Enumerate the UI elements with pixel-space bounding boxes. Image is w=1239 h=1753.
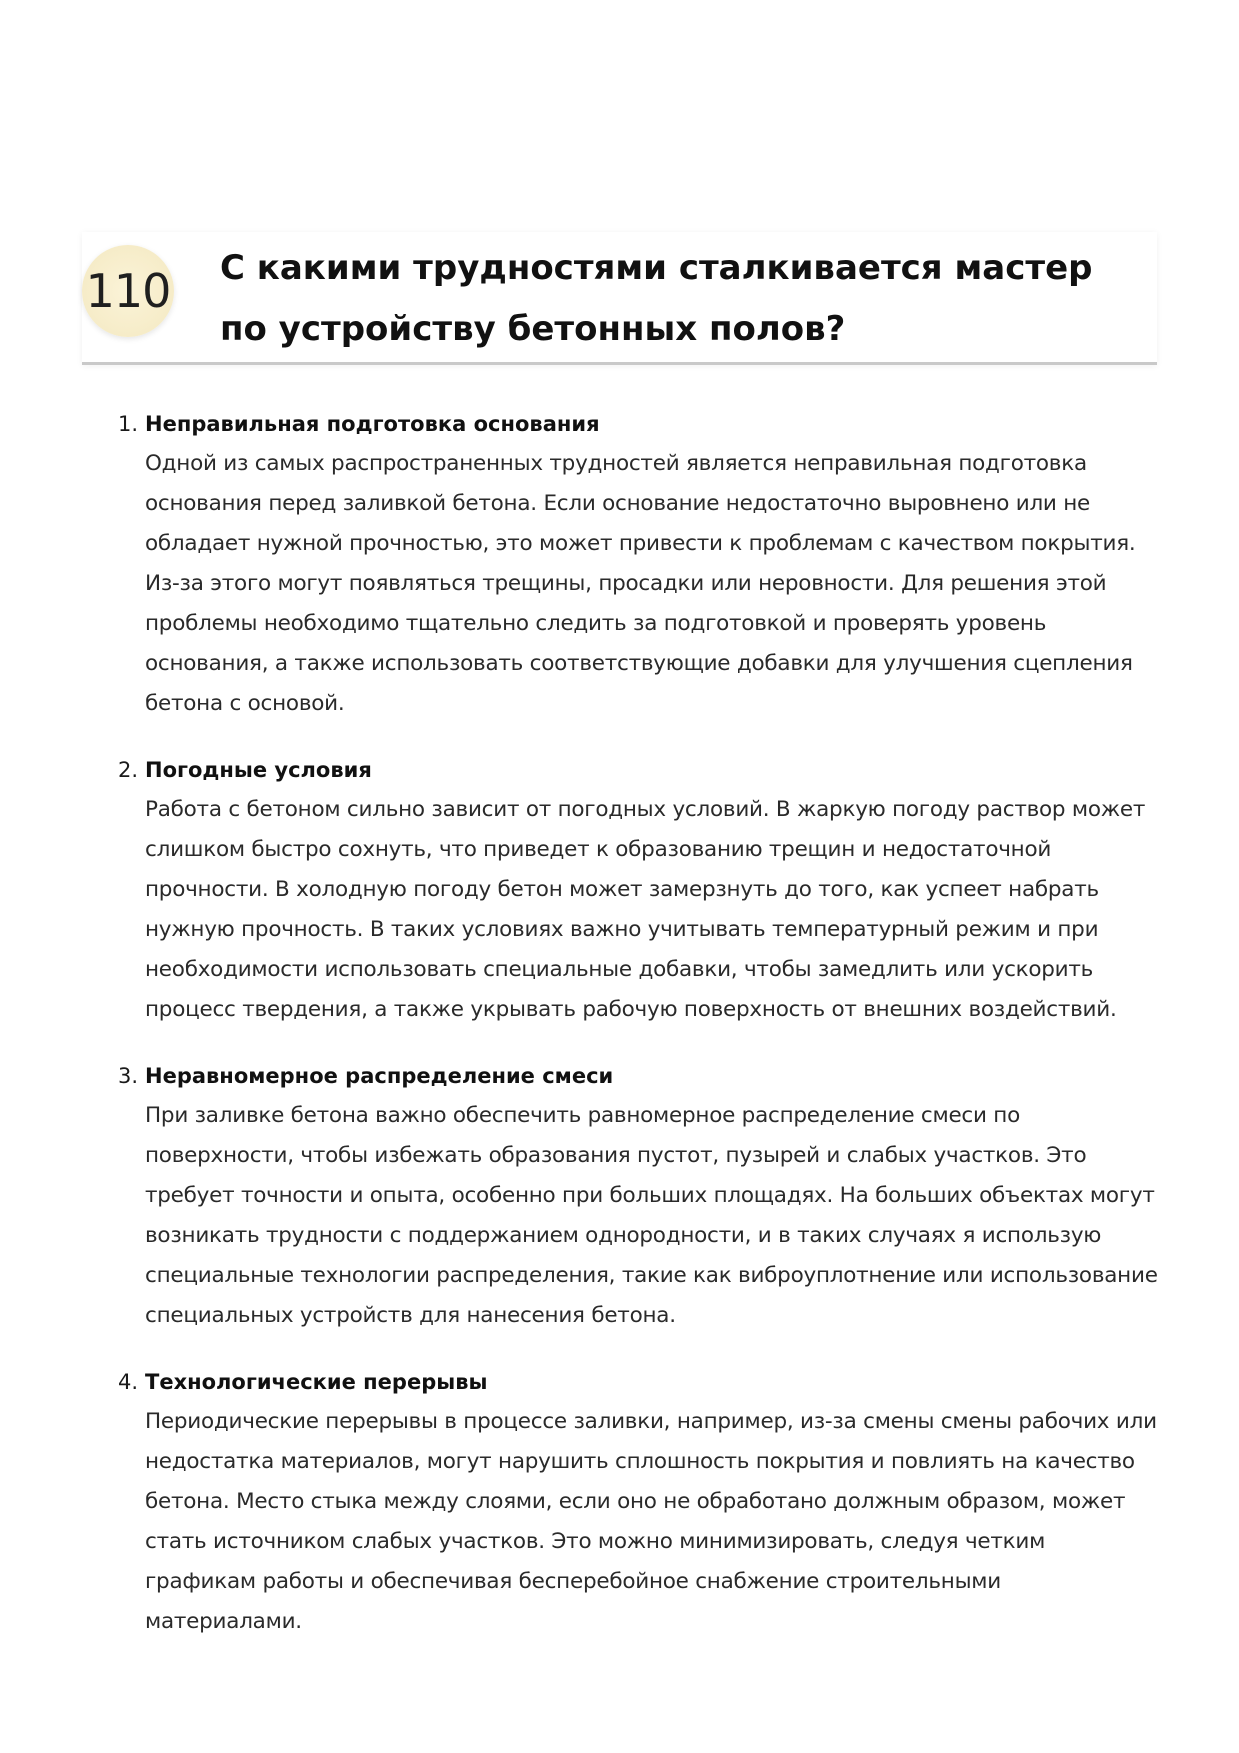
answer-body: Периодические перерывы в процессе заливки, например, из-за смены смены рабочих или недостатка материалов, могут нарушить сплошность покрытия и повлиять на качество бетона. Место стыка между слоями, если оно не обработано должным образом, может стать источником слабых участков. Это можно минимизировать, следуя четким графикам работы и обеспечивая бесперебойное снабжение строительными материалами. (145, 1409, 1157, 1634)
answer-item (118, 750, 1158, 1030)
answer-number: 3. (118, 1064, 139, 1088)
answer-heading: Погодные условия (145, 758, 372, 782)
answer-list (118, 404, 1158, 1668)
answer-item (118, 404, 1158, 724)
answer-number: 4. (118, 1370, 139, 1394)
answer-heading: Технологические перерывы (145, 1370, 488, 1394)
answer-item (118, 1362, 1158, 1642)
answer-heading: Неправильная подготовка основания (145, 412, 600, 436)
answer-number: 1. (118, 412, 139, 436)
question-title: С какими трудностями сталкивается мастер по устройству бетонных полов? (220, 248, 1093, 349)
answer-body: При заливке бетона важно обеспечить равномерное распределение смеси по поверхности, чтобы избежать образования пустот, пузырей и слабых участков. Это требует точности и опыта, особенно при больших площадях. На больших объектах могут возникать трудности с поддержанием однородности, и в таких случаях я использую специальные технологии распределения, такие как виброуплотнение или использование специальных устройств для нанесения бетона. (145, 1103, 1158, 1328)
question-number-badge (82, 245, 174, 337)
answer-body: Работа с бетоном сильно зависит от погодных условий. В жаркую погоду раствор может слишком быстро сохнуть, что приведет к образованию трещин и недостаточной прочности. В холодную погоду бетон может замерзнуть до того, как успеет набрать нужную прочность. В таких условиях важно учитывать температурный режим и при необходимости использовать специальные добавки, чтобы замедлить или ускорить процесс твердения, а также укрывать рабочую поверхность от внешних воздействий. (145, 797, 1146, 1022)
answer-item (118, 1056, 1158, 1336)
answer-heading: Неравномерное распределение смеси (145, 1064, 614, 1088)
answer-body: Одной из самых распространенных трудностей является неправильная подготовка основания перед заливкой бетона. Если основание недостаточно выровнено или не обладает нужной прочностью, это может привести к проблемам с качеством покрытия. Из-за этого могут появляться трещины, просадки или неровности. Для решения этой проблемы необходимо тщательно следить за подготовкой и проверять уровень основания, а также использовать соответствующие добавки для улучшения сцепления бетона с основой. (145, 451, 1136, 716)
question-number: 110 (85, 264, 171, 318)
answer-number: 2. (118, 758, 139, 782)
